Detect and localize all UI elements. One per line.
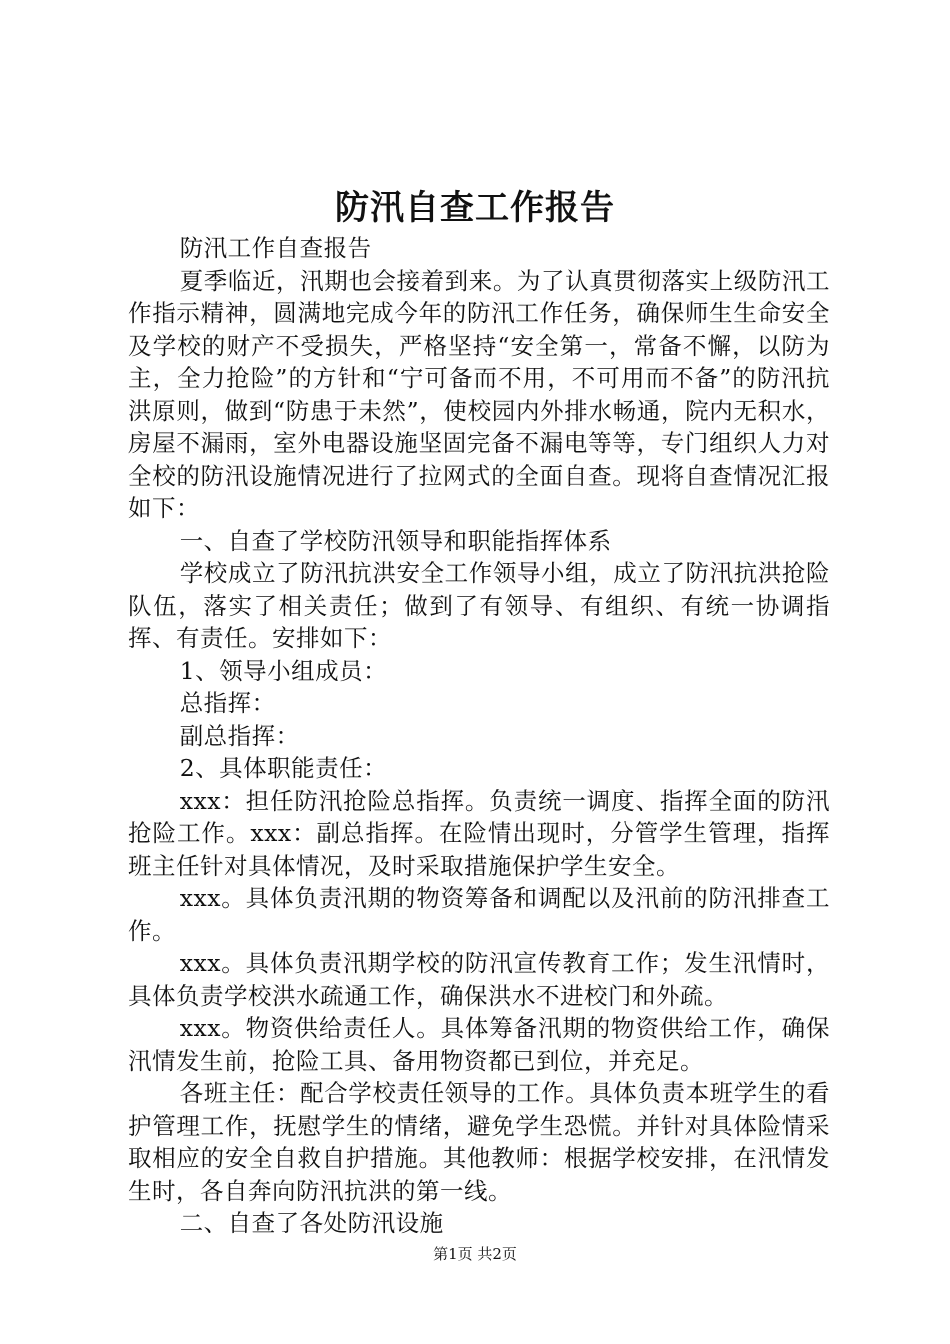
- list-heading-duties: 2、具体职能责任：: [179, 754, 388, 782]
- document-body: [128, 232, 830, 1240]
- paragraph: xxx。具体负责汛期的物资筹备和调配以及汛前的防汛排查工作。: [128, 884, 830, 945]
- section-heading-1: 一、自查了学校防汛领导和职能指挥体系: [179, 526, 612, 555]
- page-footer: 第1页 共2页: [433, 1245, 517, 1263]
- paragraph: xxx。具体负责汛期学校的防汛宣传教育工作；发生汛情时，具体负责学校洪水疏通工作，确保洪水不进校门和外疏。: [128, 949, 830, 1010]
- list-heading-members: 1、领导小组成员：: [179, 656, 388, 685]
- list-item-deputy-commander: 副总指挥：: [179, 721, 300, 750]
- paragraph: xxx：担任防汛抢险总指挥。负责统一调度、指挥全面的防汛抢险工作。xxx：副总指挥。在险情出现时，分管学生管理，指挥班主任针对具体情况，及时采取措施保护学生安全。: [128, 786, 830, 880]
- document-title: 防汛自查工作报告: [335, 188, 615, 228]
- section-heading-2: 二、自查了各处防汛设施: [179, 1209, 444, 1237]
- paragraph: 学校成立了防汛抗洪安全工作领导小组，成立了防汛抗洪抢险队伍，落实了相关责任；做到了有领导、有组织、有统一协调指挥、有责任。安排如下：: [128, 559, 830, 652]
- paragraph: 各班主任：配合学校责任领导的工作。具体负责本班学生的看护管理工作，抚慰学生的情绪，避免学生恐慌。并针对具体险情采取相应的安全自救自护措施。其他教师：根据学校安排，在汛情发生时，各自奔向防汛抗洪的第一线。: [128, 1079, 830, 1205]
- paragraph-subtitle: 防汛工作自查报告: [179, 234, 372, 262]
- paragraph: xxx。物资供给责任人。具体筹备汛期的物资供给工作，确保汛情发生前，抢险工具、备用物资都已到位，并充足。: [128, 1014, 830, 1075]
- paragraph-intro: 夏季临近，汛期也会接着到来。为了认真贯彻落实上级防汛工作指示精神，圆满地完成今年的防汛工作任务，确保师生生命安全及学校的财产不受损失，严格坚持“安全第一，常备不懈，以防为主，全力抢险”的方针和“宁可备而不用，不可用而不备”的防汛抗洪原则，做到“防患于未然”，使校园内外排水畅通，院内无积水，房屋不漏雨，室外电器设施坚固完备不漏电等等，专门组织人力对全校的防汛设施情况进行了拉网式的全面自查。现将自查情况汇报如下：: [128, 266, 830, 522]
- list-item-commander: 总指挥：: [179, 689, 276, 717]
